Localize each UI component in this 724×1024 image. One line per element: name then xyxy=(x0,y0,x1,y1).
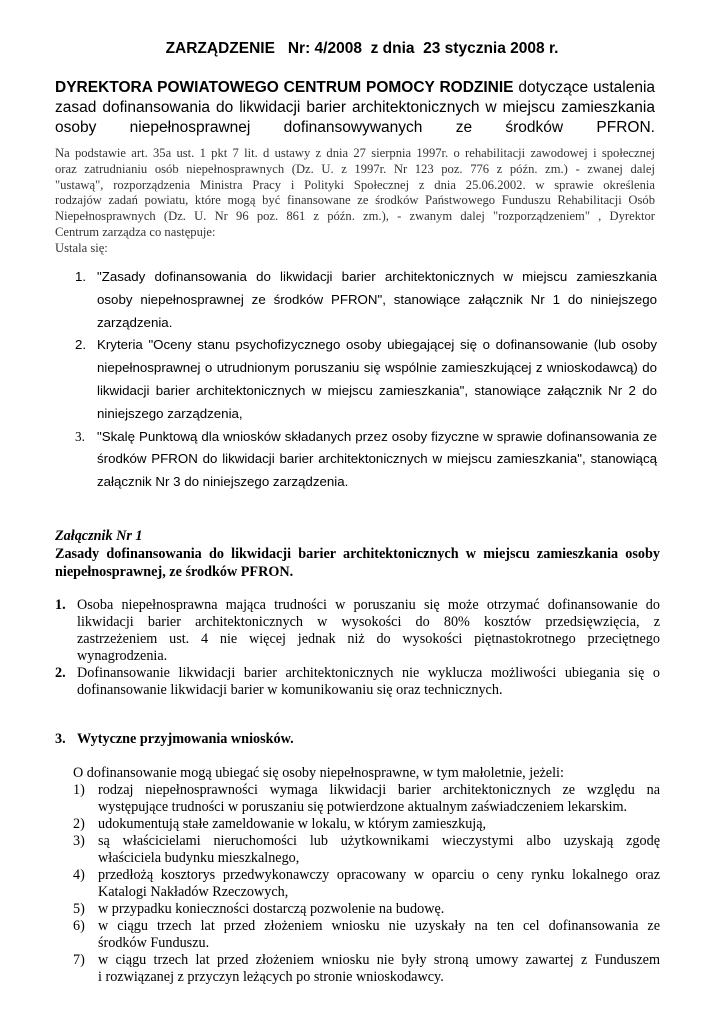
rule-number: 2. xyxy=(55,665,66,681)
condition-number: 7) xyxy=(73,952,85,968)
condition-line: w przypadku konieczności dostarczą pozwolenie na budowę. xyxy=(98,901,445,917)
basis-line: Centrum zarządza co następuje: xyxy=(55,224,216,239)
title-suffix: r. xyxy=(548,40,559,57)
section-3-heading xyxy=(55,731,660,748)
basis-line: "ustawą", rozporządzenia Ministra Pracy i Polityki Społecznej z dnia 25.06.2002. w sprawie określenia xyxy=(55,177,655,192)
decision-number: 3. xyxy=(75,428,85,444)
intro-line-3: osoby niepełnosprawnej dofinansowywanych ze środków PFRON. xyxy=(55,119,655,136)
condition-number: 6) xyxy=(73,918,85,934)
condition-item xyxy=(73,833,660,867)
annex-title-line: Zasady dofinansowania do likwidacji barier architektonicznych w miejscu zamieszkania osoby xyxy=(55,546,660,562)
basis-line: Na podstawie art. 35a ust. 1 pkt 7 lit. d ustawy z dnia 27 sierpnia 1997r. o rehabilitacji zawodowej i społecznej xyxy=(55,146,655,160)
decision-line: Kryteria "Oceny stanu psychofizycznego osoby ubiegającej się o dofinansowanie (lub osoby xyxy=(97,337,657,353)
condition-line: Katalogi Nakładów Rzeczowych, xyxy=(98,884,289,900)
condition-line: udokumentują stałe zameldowanie w lokalu, w którym zamieszkują, xyxy=(98,816,487,832)
decision-line: niniejszego zarządzenia, xyxy=(97,405,243,421)
decision-line: środków PFRON do likwidacji barier architektonicznych w miejscu zamieszkania", stanowiącą xyxy=(97,451,657,467)
rule-line: Osoba niepełnosprawna mająca trudności w poruszaniu się może otrzymać dofinansowanie do xyxy=(77,597,660,613)
decision-line: "Zasady dofinansowania do likwidacji barier architektonicznych w miejscu zamieszkania xyxy=(97,269,657,284)
annex-title-line: niepełnosprawnej, ze środków PFRON. xyxy=(55,564,294,580)
condition-line: występujące trudności w poruszaniu się potwierdzone aktualnym zaświadczeniem lekarskim. xyxy=(98,799,628,815)
intro-line-1-rest: dotyczące ustalenia xyxy=(518,79,656,96)
intro-paragraph xyxy=(55,78,655,138)
condition-line: w ciągu trzech lat przed złożeniem wniosku nie były stroną umowy zawartej z Funduszem xyxy=(98,952,660,968)
intro-line-2: zasad dofinansowania do likwidacji barier architektonicznych w miejscu zamieszkania xyxy=(55,99,655,116)
condition-item xyxy=(73,952,660,986)
conditions-intro: O dofinansowanie mogą ubiegać się osoby niepełnosprawne, w tym małoletnie, jeżeli: xyxy=(73,765,564,781)
intro-issuer: DYREKTORA POWIATOWEGO CENTRUM POMOCY RODZINIE xyxy=(55,79,514,96)
rule-line: likwidacji barier architektonicznych w wysokości do 80% kosztów przedsięwzięcia, z xyxy=(77,614,660,630)
title-word: ZARZĄDZENIE xyxy=(165,40,275,57)
condition-line: w ciągu trzech lat przed złożeniem wniosku nie uzyskały na ten cel dofinansowania ze xyxy=(98,918,660,934)
decision-line: niepełnosprawnej o utrudnionym poruszaniu się wspólnie zamieszkującej z wnioskodawcą) do xyxy=(97,360,657,376)
condition-line: środków Funduszu. xyxy=(98,935,210,951)
condition-number: 4) xyxy=(73,867,85,883)
condition-number: 3) xyxy=(73,833,85,849)
annex-label: Załącznik Nr 1 xyxy=(55,528,143,544)
condition-item xyxy=(73,901,660,918)
title-date-prefix: z dnia xyxy=(370,40,415,57)
condition-number: 1) xyxy=(73,782,85,798)
condition-item xyxy=(73,867,660,901)
basis-line: rodzajów zadań powiatu, które mogą być finansowane ze środków Państwowego Funduszu Rehabilitacji Osób xyxy=(55,193,655,208)
decision-item xyxy=(75,266,657,334)
condition-item xyxy=(73,816,660,833)
rule-line: zastrzeżeniem ust. 4 nie więcej jednak niż do wysokości piętnastokrotnego przeciętnego xyxy=(77,631,660,647)
condition-item xyxy=(73,782,660,816)
condition-number: 2) xyxy=(73,816,85,832)
rule-line: dofinansowanie likwidacji barier w komunikowaniu się oraz technicznych. xyxy=(77,682,503,698)
condition-line: rodzaj niepełnosprawności wymaga likwidacji barier architektonicznych ze względu na xyxy=(98,782,660,798)
conditions-list xyxy=(73,782,660,986)
condition-line: są właścicielami nieruchomości lub użytkownikami wieczystymi albo uzyskają zgodę xyxy=(98,833,660,849)
rule-number: 1. xyxy=(55,597,66,613)
rule-line: wynagrodzenia. xyxy=(77,648,168,664)
rule-item xyxy=(55,597,660,665)
decision-line: "Skalę Punktową dla wniosków składanych przez osoby fizyczne w sprawie dofinansowania ze xyxy=(97,428,657,444)
decision-item xyxy=(75,426,657,494)
decision-item xyxy=(75,334,657,425)
annex-heading xyxy=(55,527,660,581)
condition-line: i rozwiązanej z przyczyn leżących po stronie wnioskodawcy. xyxy=(98,969,444,985)
decision-line: zarządzenia. xyxy=(97,314,173,330)
decision-number: 1. xyxy=(75,269,87,284)
section-3-title: Wytyczne przyjmowania wniosków. xyxy=(77,731,294,747)
decision-line: likwidacji barier architektonicznych w miejscu zamieszkania", stanowiące załącznik Nr 2 do xyxy=(97,382,657,398)
rule-item xyxy=(55,665,660,699)
decision-number: 2. xyxy=(75,337,87,353)
document-title xyxy=(0,40,724,58)
title-number: Nr: 4/2008 xyxy=(287,40,362,57)
intro-line-1 xyxy=(55,78,655,98)
basis-line: oraz zatrudnianiu osób niepełnosprawnych (Dz. U. z 1997r. Nr 123 poz. 776 z późn. zm.) - zwanej dalej xyxy=(55,161,655,176)
decision-line: osoby niepełnosprawnej ze środków PFRON", stanowiące załącznik Nr 1 do niniejszego xyxy=(97,291,657,307)
condition-line: właściciela budynku mieszkalnego, xyxy=(98,850,300,866)
decisions-list xyxy=(75,266,657,494)
basis-line: Ustala się: xyxy=(55,240,108,255)
condition-number: 5) xyxy=(73,901,85,917)
annex-rules xyxy=(55,597,660,699)
basis-line: Niepełnosprawnych (Dz. U. Nr 96 poz. 861 z późn. zm.), - zwanym dalej "rozporządzeniem" , Dyrektor xyxy=(55,209,655,224)
condition-item xyxy=(73,918,660,952)
legal-basis xyxy=(55,146,655,257)
decision-line: załącznik Nr 3 do niniejszego zarządzenia. xyxy=(97,474,349,490)
title-date: 23 stycznia 2008 xyxy=(423,40,545,57)
rule-line: Dofinansowanie likwidacji barier architektonicznych nie wyklucza możliwości ubiegania się o xyxy=(77,665,660,681)
condition-line: przedłożą kosztorys przedwykonawczy opracowany w oparciu o ceny rynku lokalnego oraz xyxy=(98,867,660,883)
section-3-number: 3. xyxy=(55,731,66,747)
